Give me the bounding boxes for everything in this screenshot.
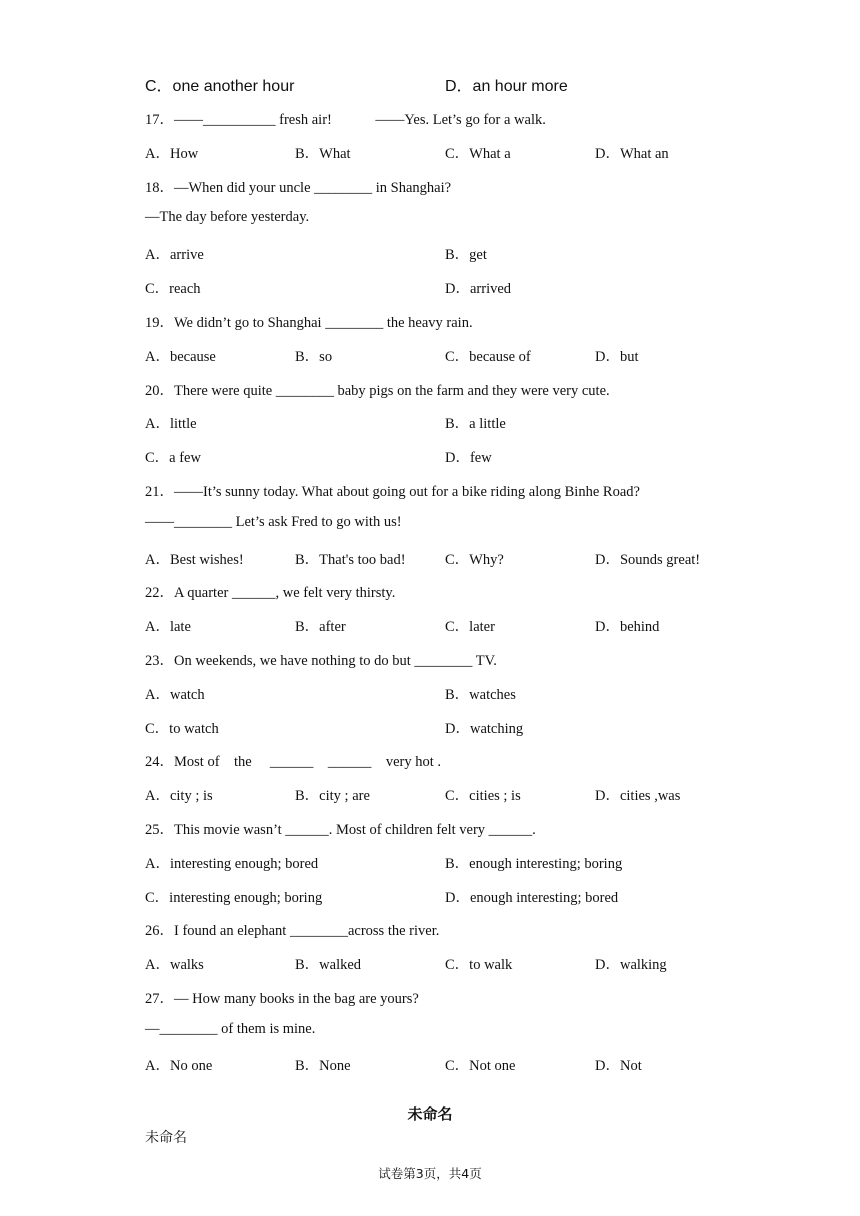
q27-stem: 27．— How many books in the bag are yours? — [145, 991, 419, 1007]
q22-option-c: C．later — [445, 619, 495, 635]
q25-option-d: D．enough interesting; bored — [445, 890, 619, 906]
page-footer: 试卷第3页，共4页 — [378, 1166, 482, 1181]
section-subtitle: 未命名 — [145, 1130, 187, 1146]
q23-stem: 23．On weekends, we have nothing to do but ________ TV. — [145, 653, 497, 669]
q22-option-a: A．late — [145, 619, 191, 635]
q19-stem: 19．We didn’t go to Shanghai ________ the heavy rain. — [145, 315, 473, 331]
q25-stem: 25．This movie wasn’t ______. Most of children felt very ______. — [145, 822, 536, 838]
q17-option-c: C．What a — [445, 146, 511, 162]
q21-option-c: C．Why? — [445, 552, 504, 568]
q17-stem: 17．——__________ fresh air! ——Yes. Let’s go for a walk. — [145, 112, 546, 128]
q25-option-b: B．enough interesting; boring — [445, 856, 623, 872]
q27-option-a: A．No one — [145, 1058, 213, 1074]
q27-option-d: D．Not — [595, 1058, 642, 1074]
q22-stem: 22．A quarter ______, we felt very thirsty. — [145, 585, 396, 601]
q23-option-a: A．watch — [145, 687, 205, 703]
q23-option-d: D．watching — [445, 721, 524, 737]
q18-option-b: B．get — [445, 247, 487, 263]
section-title: 未命名 — [407, 1105, 453, 1123]
q20-option-d: D．few — [445, 450, 492, 466]
q24-option-b: B．city ; are — [295, 788, 370, 804]
q23-option-c: C．to watch — [145, 721, 219, 737]
q23-option-b: B．watches — [445, 687, 516, 703]
q24-option-c: C．cities ; is — [445, 788, 521, 804]
q21-stem: 21．——It’s sunny today. What about going out for a bike riding along Binhe Road? — [145, 484, 640, 500]
q25-option-a: A．interesting enough; bored — [145, 856, 319, 872]
q20-option-a: A．little — [145, 416, 197, 432]
q16-option-c: C．one another hour — [145, 78, 295, 95]
q20-option-c: C．a few — [145, 450, 201, 466]
q26-option-b: B．walked — [295, 957, 362, 973]
q27-option-b: B．None — [295, 1058, 351, 1074]
q18-option-d: D．arrived — [445, 281, 512, 297]
q26-stem: 26．I found an elephant ________across the river. — [145, 923, 440, 939]
q21-option-d: D．Sounds great! — [595, 552, 701, 568]
q25-option-c: C．interesting enough; boring — [145, 890, 323, 906]
q21-stem-reply: ——________ Let’s ask Fred to go with us! — [145, 514, 402, 530]
q19-option-a: A．because — [145, 349, 216, 365]
q27-option-c: C．Not one — [445, 1058, 516, 1074]
q17-option-b: B．What — [295, 146, 351, 162]
q20-option-b: B．a little — [445, 416, 506, 432]
q18-option-a: A．arrive — [145, 247, 204, 263]
q18-stem: 18．—When did your uncle ________ in Shanghai? — [145, 180, 452, 196]
q19-option-d: D．but — [595, 349, 639, 365]
q19-option-b: B．so — [295, 349, 333, 365]
q27-stem-reply: —________ of them is mine. — [145, 1021, 316, 1037]
q21-option-a: A．Best wishes! — [145, 552, 244, 568]
q18-option-c: C．reach — [145, 281, 201, 297]
q22-option-d: D．behind — [595, 619, 660, 635]
q21-option-b: B．That's too bad! — [295, 552, 406, 568]
q24-stem: 24．Most of the ______ ______ very hot . — [145, 754, 442, 770]
q20-stem: 20．There were quite ________ baby pigs on the farm and they were very cute. — [145, 383, 610, 399]
q26-option-d: D．walking — [595, 957, 667, 973]
q26-option-a: A．walks — [145, 957, 204, 973]
q18-stem-reply: —The day before yesterday. — [145, 209, 310, 225]
q22-option-b: B．after — [295, 619, 346, 635]
q17-option-d: D．What an — [595, 146, 669, 162]
q24-option-a: A．city ; is — [145, 788, 213, 804]
q26-option-c: C．to walk — [445, 957, 513, 973]
q19-option-c: C．because of — [445, 349, 531, 365]
q16-option-d: D．an hour more — [445, 78, 568, 95]
q24-option-d: D．cities ,was — [595, 788, 681, 804]
q17-option-a: A．How — [145, 146, 199, 162]
